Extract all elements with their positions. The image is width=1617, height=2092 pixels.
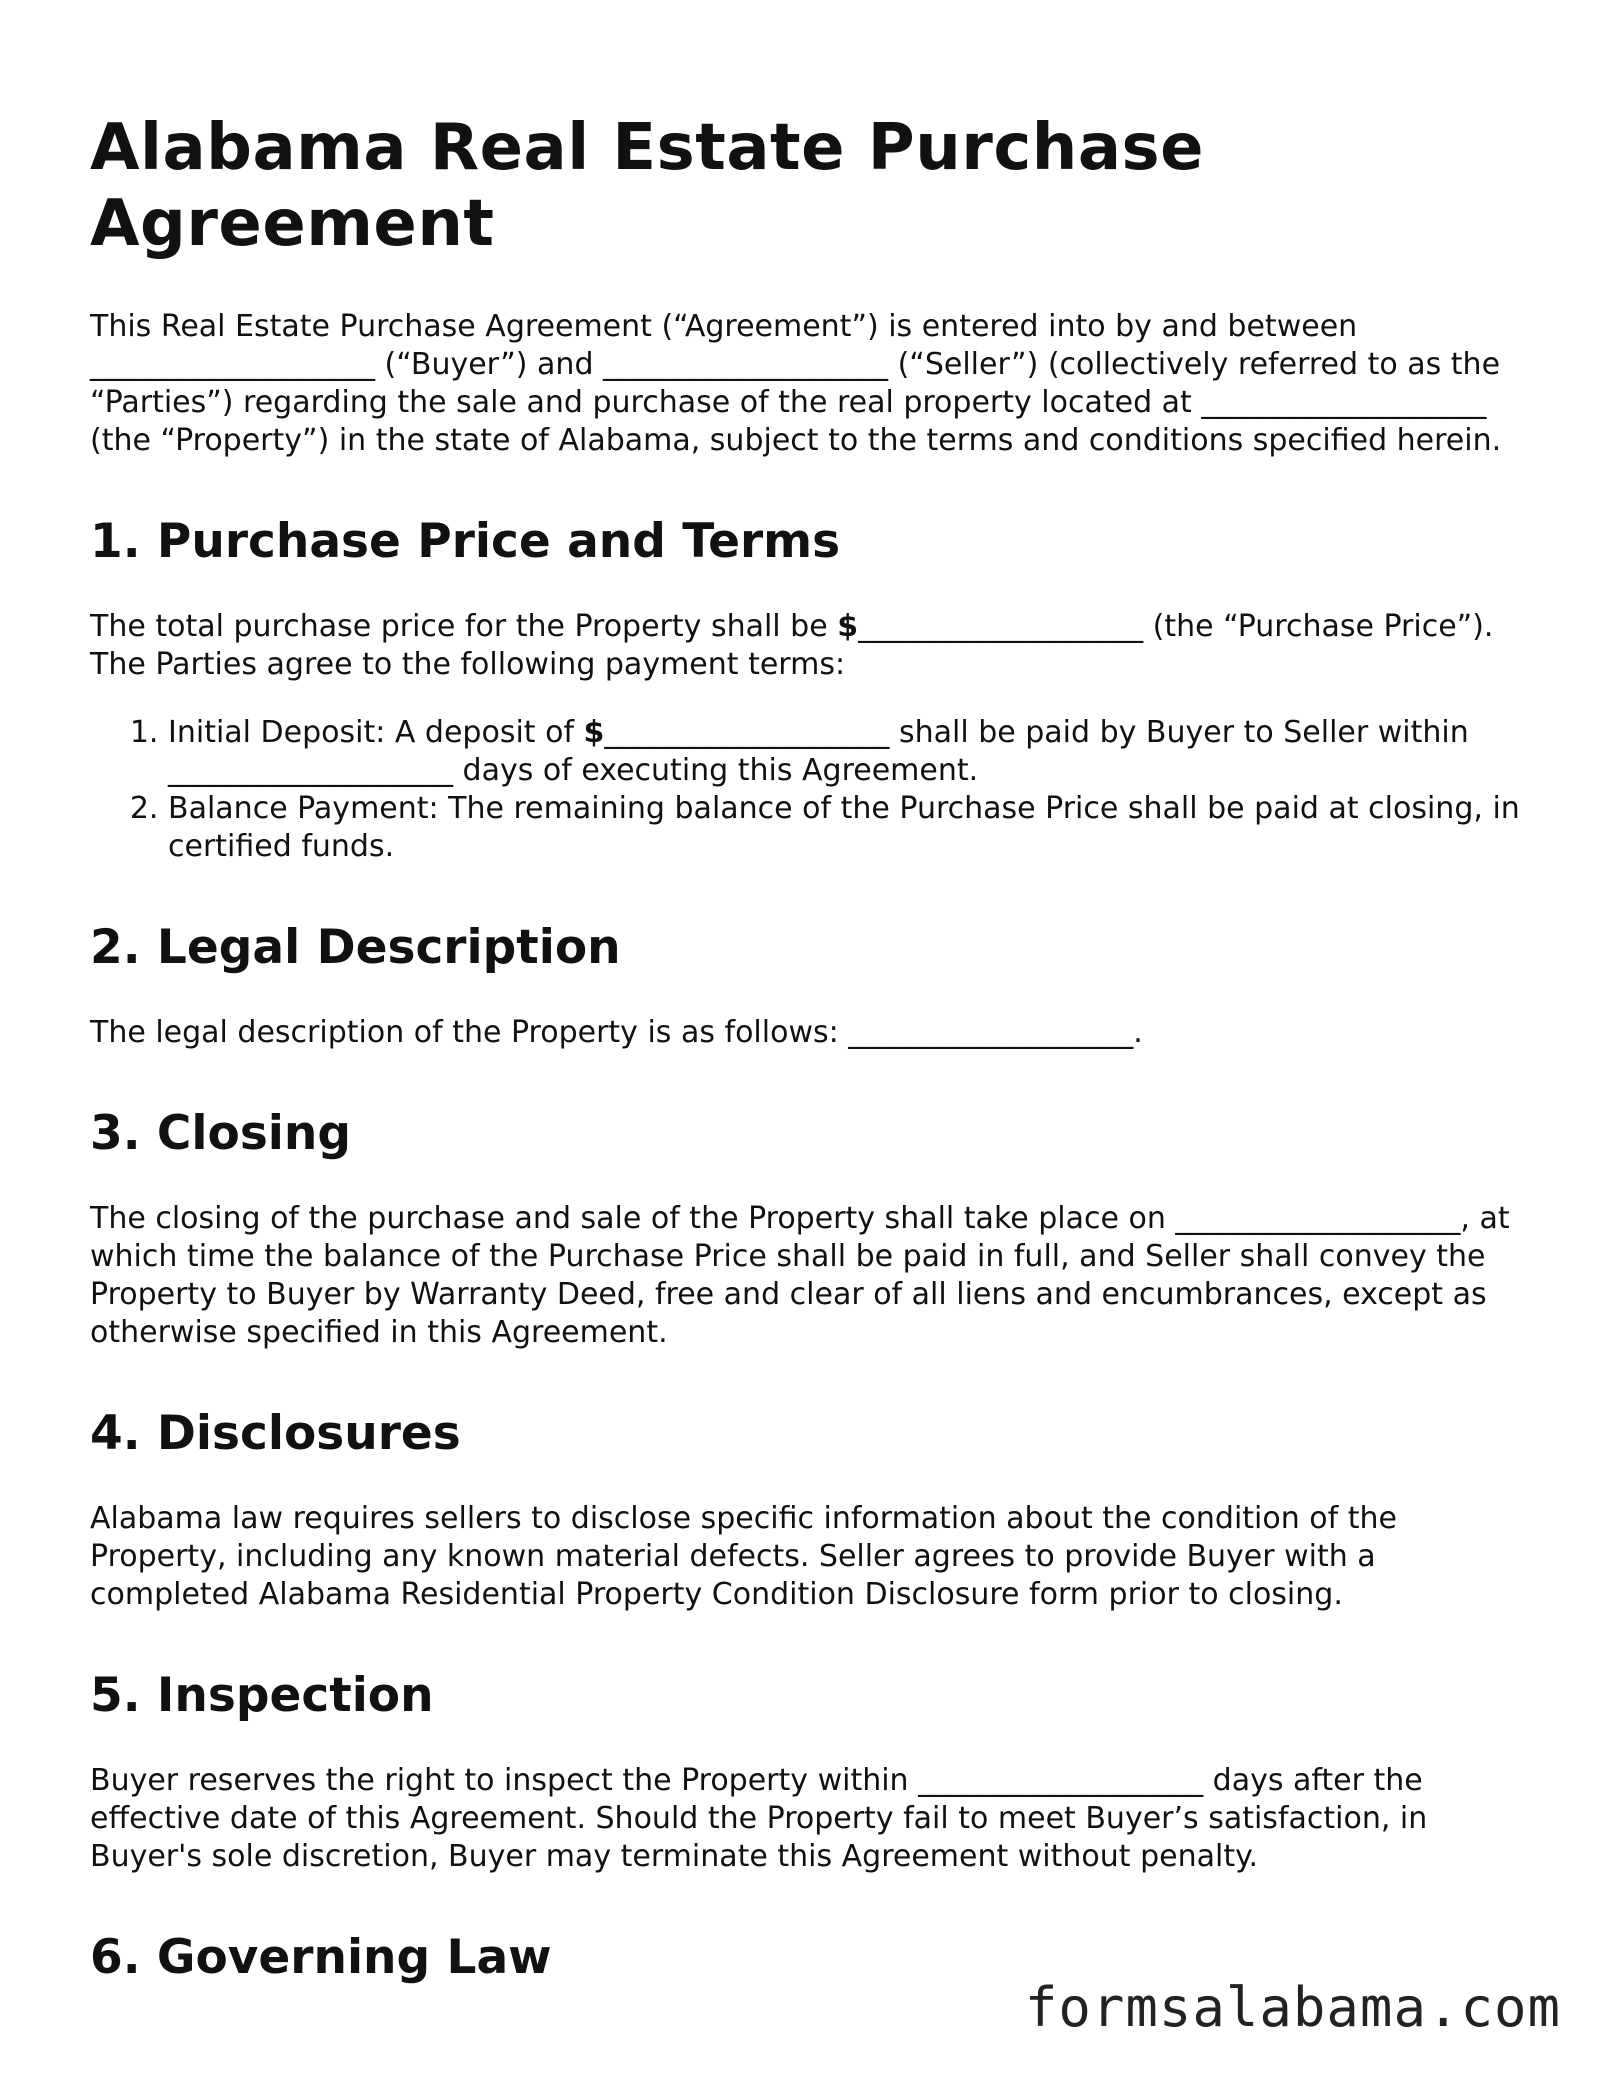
section-heading-inspection: 5. Inspection	[90, 1668, 434, 1723]
closing-text-1: The closing of the purchase and sale of the Property shall take place on	[90, 1201, 1176, 1236]
intro-text-4: (the “Property”) in the state of Alabama, subject to the terms and conditions specified herein.	[90, 423, 1502, 458]
section-heading-disclosures: 4. Disclosures	[90, 1406, 461, 1461]
purchase-price-text-2: (the “Purchase Price”). The Parties agree to the following payment terms:	[90, 609, 1494, 682]
closing-paragraph	[90, 1200, 1530, 1352]
section-heading-purchase-price: 1. Purchase Price and Terms	[90, 514, 841, 569]
deposit-text-1: Initial Deposit: A deposit of	[168, 715, 584, 750]
section-heading-closing: 3. Closing	[90, 1106, 352, 1161]
legal-description-text-1: The legal description of the Property is as follows:	[90, 1015, 849, 1050]
intro-text-2: (“Buyer”) and	[375, 347, 604, 382]
document-page	[90, 110, 1530, 2024]
list-item-balance-payment: 2. Balance Payment: The remaining balance of the Purchase Price shall be paid at closing, in certified funds.	[168, 790, 1530, 866]
purchase-price-text-1: The total purchase price for the Property shall be	[90, 609, 838, 644]
buyer-name-blank[interactable]: ___________________	[90, 347, 375, 382]
deposit-dollar-sign: $	[583, 715, 605, 750]
document-title: Alabama Real Estate Purchase Agreement	[90, 111, 1204, 261]
purchase-price-blank[interactable]: ___________________	[858, 609, 1144, 644]
dollar-sign: $	[837, 609, 859, 644]
deposit-amount-blank[interactable]: ___________________	[604, 715, 890, 750]
intro-text-1: This Real Estate Purchase Agreement (“Agreement”) is entered into by and between	[90, 309, 1358, 344]
disclosures-paragraph: Alabama law requires sellers to disclose specific information about the condition of the Property, including any known material defects. Seller agrees to provide Buyer with a completed Alabama Residential Property Condition Disclosure form prior to closing.	[90, 1501, 1397, 1612]
property-address-blank[interactable]: ___________________	[1201, 385, 1487, 420]
legal-description-blank[interactable]: ___________________	[848, 1015, 1134, 1050]
purchase-price-paragraph	[90, 608, 1530, 684]
footer-brand-watermark: formsalabama.com	[1024, 1976, 1561, 2039]
closing-date-blank[interactable]: ___________________	[1175, 1201, 1461, 1236]
payment-terms-list	[90, 714, 1530, 866]
inspection-paragraph	[90, 1762, 1530, 1876]
closing-text-2: , at which time the balance of the Purchase Price shall be paid in full, and Seller shall convey the Property to Buyer by Warranty Deed, free and clear of all liens and encumbrances, except as otherwise specified in this Agreement.	[90, 1201, 1510, 1350]
legal-description-text-2: .	[1133, 1015, 1143, 1050]
deposit-text-3: days of executing this Agreement.	[453, 753, 979, 788]
deposit-days-blank[interactable]: ___________________	[168, 753, 453, 788]
list-item-initial-deposit	[168, 714, 1530, 790]
inspection-days-blank[interactable]: ___________________	[918, 1763, 1204, 1798]
section-heading-legal-description: 2. Legal Description	[90, 920, 621, 975]
inspection-text-2: days after the effective date of this Agreement. Should the Property fail to meet Buyer’s satisfaction, in Buyer's sole discretion, Buyer may terminate this Agreement without penalty.	[90, 1763, 1428, 1874]
inspection-text-1: Buyer reserves the right to inspect the Property within	[90, 1763, 919, 1798]
seller-name-blank[interactable]: ___________________	[603, 347, 889, 382]
legal-description-paragraph	[90, 1014, 1530, 1052]
deposit-text-2: shall be paid by Buyer to Seller within	[889, 715, 1469, 750]
section-heading-governing-law: 6. Governing Law	[90, 1930, 552, 1985]
intro-paragraph	[90, 308, 1530, 460]
intro-text-3: (“Seller”) (collectively referred to as the “Parties”) regarding the sale and purchase of the real property located at	[90, 347, 1501, 420]
